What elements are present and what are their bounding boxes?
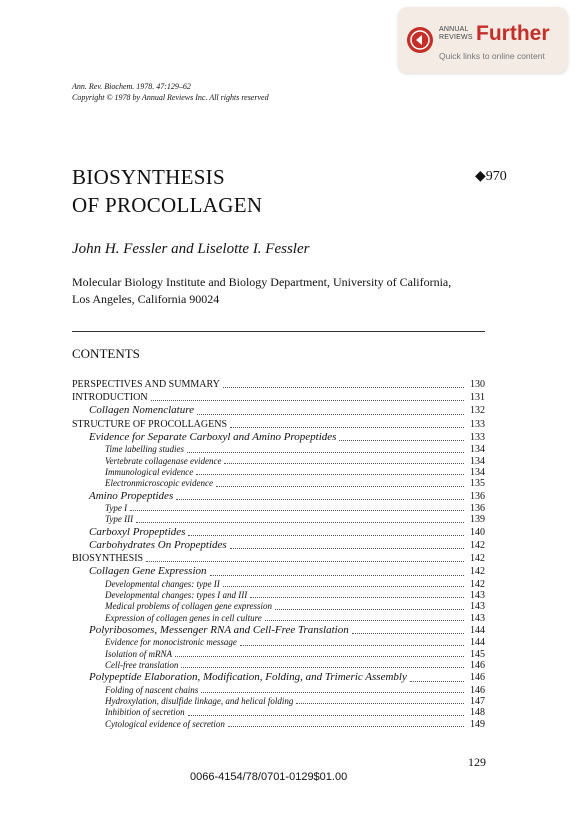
affiliation bbox=[72, 274, 451, 308]
badge-further-label: Further bbox=[476, 22, 550, 45]
toc-leader-dots bbox=[296, 702, 464, 704]
toc-leader-dots bbox=[130, 509, 464, 511]
toc-entry-label: Medical problems of collagen gene expression bbox=[105, 601, 273, 612]
toc-entry-page: 133 bbox=[470, 431, 485, 443]
toc-leader-dots bbox=[228, 725, 464, 727]
toc-entry[interactable] bbox=[72, 707, 485, 718]
toc-entry-page: 146 bbox=[470, 672, 485, 684]
toc-entry[interactable] bbox=[72, 565, 485, 578]
toc-entry[interactable] bbox=[72, 613, 485, 624]
toc-entry-label: Developmental changes: types I and III bbox=[105, 590, 248, 601]
toc-entry-label: INTRODUCTION bbox=[72, 392, 148, 404]
toc-entry-label: Collagen Gene Expression bbox=[89, 565, 207, 578]
affiliation-line-2: Los Angeles, California 90024 bbox=[72, 292, 220, 306]
toc-entry[interactable] bbox=[72, 649, 485, 660]
toc-leader-dots bbox=[410, 680, 464, 682]
toc-leader-dots bbox=[176, 498, 464, 500]
toc-entry-label: Isolation of mRNA bbox=[105, 648, 172, 659]
toc-entry-page: 131 bbox=[470, 392, 485, 404]
contents-heading: CONTENTS bbox=[72, 346, 140, 361]
toc-entry[interactable] bbox=[72, 391, 485, 404]
toc-leader-dots bbox=[250, 596, 464, 598]
toc-entry-page: 132 bbox=[470, 405, 485, 417]
toc-entry-label: Vertebrate collagenase evidence bbox=[105, 455, 222, 466]
badge-annual-line: ANNUAL bbox=[439, 26, 469, 33]
toc-entry-page: 142 bbox=[470, 553, 485, 565]
toc-entry-page: 144 bbox=[470, 625, 485, 637]
title-line-2: OF PROCOLLAGEN bbox=[72, 193, 263, 217]
toc-entry[interactable] bbox=[72, 719, 485, 730]
toc-entry-page: 147 bbox=[470, 696, 485, 708]
toc-entry-page: 143 bbox=[470, 590, 485, 602]
toc-entry[interactable] bbox=[72, 601, 485, 612]
toc-entry-label: PERSPECTIVES AND SUMMARY bbox=[72, 378, 220, 390]
toc-entry-label: Carbohydrates On Propeptides bbox=[89, 538, 227, 551]
toc-leader-dots bbox=[224, 462, 464, 464]
toc-entry-page: 142 bbox=[470, 578, 485, 590]
toc-entry-label: Developmental changes: type II bbox=[105, 578, 220, 589]
toc-entry[interactable] bbox=[72, 444, 485, 455]
toc-entry-label: Cell-free translation bbox=[105, 660, 179, 671]
citation-line-1: Ann. Rev. Biochem. 1978. 47:129–62 bbox=[72, 82, 191, 91]
toc-entry-page: 144 bbox=[470, 637, 485, 649]
toc-entry[interactable] bbox=[72, 579, 485, 590]
toc-entry-page: 149 bbox=[470, 718, 485, 730]
page-number: 129 bbox=[468, 755, 486, 769]
authors: John H. Fessler and Liselotte I. Fessler bbox=[72, 241, 310, 257]
toc-entry[interactable] bbox=[72, 478, 485, 489]
toc-leader-dots bbox=[146, 560, 464, 562]
toc-entry-page: 142 bbox=[470, 539, 485, 551]
toc-leader-dots bbox=[197, 413, 464, 415]
toc-entry-label: Collagen Nomenclature bbox=[89, 404, 194, 417]
toc-entry-page: 140 bbox=[470, 526, 485, 538]
table-of-contents bbox=[72, 378, 485, 730]
toc-entry-label: Amino Propeptides bbox=[89, 489, 174, 502]
toc-entry-page: 142 bbox=[470, 566, 485, 578]
title-line-1: BIOSYNTHESIS bbox=[72, 165, 225, 189]
toc-leader-dots bbox=[188, 714, 464, 716]
toc-entry-page: 136 bbox=[470, 502, 485, 514]
toc-entry-label: BIOSYNTHESIS bbox=[72, 553, 144, 565]
article-code: ◆970 bbox=[475, 169, 507, 184]
toc-leader-dots bbox=[223, 386, 464, 388]
toc-entry-page: 148 bbox=[470, 707, 485, 719]
toc-leader-dots bbox=[339, 439, 464, 441]
toc-entry[interactable] bbox=[72, 503, 485, 514]
toc-leader-dots bbox=[196, 473, 464, 475]
toc-entry-label: Expression of collagen genes in cell culture bbox=[105, 612, 262, 623]
toc-leader-dots bbox=[223, 585, 464, 587]
toc-entry[interactable] bbox=[72, 418, 485, 431]
toc-entry[interactable] bbox=[72, 526, 485, 539]
toc-leader-dots bbox=[201, 691, 464, 693]
toc-entry-label: Polypeptide Elaboration, Modification, Folding, and Trimeric Assembly bbox=[89, 671, 407, 684]
toc-leader-dots bbox=[230, 547, 464, 549]
toc-entry[interactable] bbox=[72, 624, 485, 637]
annual-reviews-further-badge[interactable] bbox=[398, 7, 568, 73]
toc-entry-page: 139 bbox=[470, 514, 485, 526]
toc-entry-label: Cytological evidence of secretion bbox=[105, 718, 225, 729]
toc-leader-dots bbox=[352, 632, 464, 634]
toc-entry[interactable] bbox=[72, 404, 485, 417]
toc-entry-label: Inhibition of secretion bbox=[105, 707, 185, 718]
toc-entry-label: Carboxyl Propeptides bbox=[89, 525, 186, 538]
citation-copyright: Copyright © 1978 by Annual Reviews Inc. All rights reserved bbox=[72, 93, 269, 102]
toc-entry[interactable] bbox=[72, 456, 485, 467]
toc-entry-label: Type I bbox=[105, 502, 128, 513]
badge-annual-reviews-text bbox=[439, 26, 473, 42]
toc-entry-page: 143 bbox=[470, 612, 485, 624]
toc-entry-label: STRUCTURE OF PROCOLLAGENS bbox=[72, 418, 228, 430]
toc-entry[interactable] bbox=[72, 514, 485, 525]
toc-entry-page: 134 bbox=[470, 455, 485, 467]
toc-entry[interactable] bbox=[72, 431, 485, 444]
back-arrow-icon bbox=[407, 27, 433, 53]
toc-leader-dots bbox=[265, 619, 464, 621]
toc-entry-label: Type III bbox=[105, 514, 134, 525]
toc-leader-dots bbox=[187, 451, 464, 453]
article-title bbox=[72, 163, 262, 219]
footer-code: 0066-4154/78/0701-0129$01.00 bbox=[190, 771, 348, 783]
toc-entry-label: Evidence for monocistronic message bbox=[105, 637, 237, 648]
toc-entry[interactable] bbox=[72, 467, 485, 478]
toc-leader-dots bbox=[175, 655, 464, 657]
toc-entry-label: Electronmicroscopic evidence bbox=[105, 478, 214, 489]
toc-entry-page: 143 bbox=[470, 601, 485, 613]
toc-entry[interactable] bbox=[72, 490, 485, 503]
badge-quick-links[interactable]: Quick links to online content bbox=[439, 51, 545, 61]
toc-entry-label: Evidence for Separate Carboxyl and Amino Propeptides bbox=[89, 430, 337, 443]
affiliation-line-1: Molecular Biology Institute and Biology Department, University of California, bbox=[72, 275, 452, 289]
toc-leader-dots bbox=[230, 426, 464, 428]
toc-entry-page: 134 bbox=[470, 466, 485, 478]
toc-entry[interactable] bbox=[72, 539, 485, 552]
toc-leader-dots bbox=[136, 521, 464, 523]
toc-leader-dots bbox=[188, 534, 464, 536]
journal-citation bbox=[72, 81, 269, 103]
toc-leader-dots bbox=[151, 399, 464, 401]
toc-entry[interactable] bbox=[72, 696, 485, 707]
toc-entry[interactable] bbox=[72, 660, 485, 671]
toc-entry[interactable] bbox=[72, 552, 485, 565]
toc-entry-page: 146 bbox=[470, 660, 485, 672]
toc-leader-dots bbox=[181, 666, 464, 668]
badge-reviews-line: REVIEWS bbox=[439, 34, 473, 41]
toc-entry-label: Immunological evidence bbox=[105, 466, 194, 477]
toc-entry-page: 146 bbox=[470, 684, 485, 696]
toc-entry[interactable] bbox=[72, 685, 485, 696]
divider bbox=[72, 331, 485, 332]
toc-entry[interactable] bbox=[72, 637, 485, 648]
toc-entry-label: Hydroxylation, disulfide linkage, and helical folding bbox=[105, 696, 294, 707]
toc-leader-dots bbox=[240, 644, 464, 646]
toc-entry-label: Polyribosomes, Messenger RNA and Cell-Free Translation bbox=[89, 624, 349, 637]
toc-entry-page: 134 bbox=[470, 444, 485, 456]
toc-entry-page: 130 bbox=[470, 378, 485, 390]
toc-entry-page: 135 bbox=[470, 478, 485, 490]
toc-entry[interactable] bbox=[72, 378, 485, 391]
toc-leader-dots bbox=[216, 485, 464, 487]
toc-leader-dots bbox=[210, 574, 464, 576]
toc-entry-page: 145 bbox=[470, 648, 485, 660]
toc-entry-label: Time labelling studies bbox=[105, 444, 185, 455]
toc-entry-page: 136 bbox=[470, 490, 485, 502]
toc-entry-label: Folding of nascent chains bbox=[105, 684, 199, 695]
toc-entry[interactable] bbox=[72, 671, 485, 684]
toc-entry[interactable] bbox=[72, 590, 485, 601]
toc-leader-dots bbox=[275, 608, 464, 610]
toc-entry-page: 133 bbox=[470, 418, 485, 430]
